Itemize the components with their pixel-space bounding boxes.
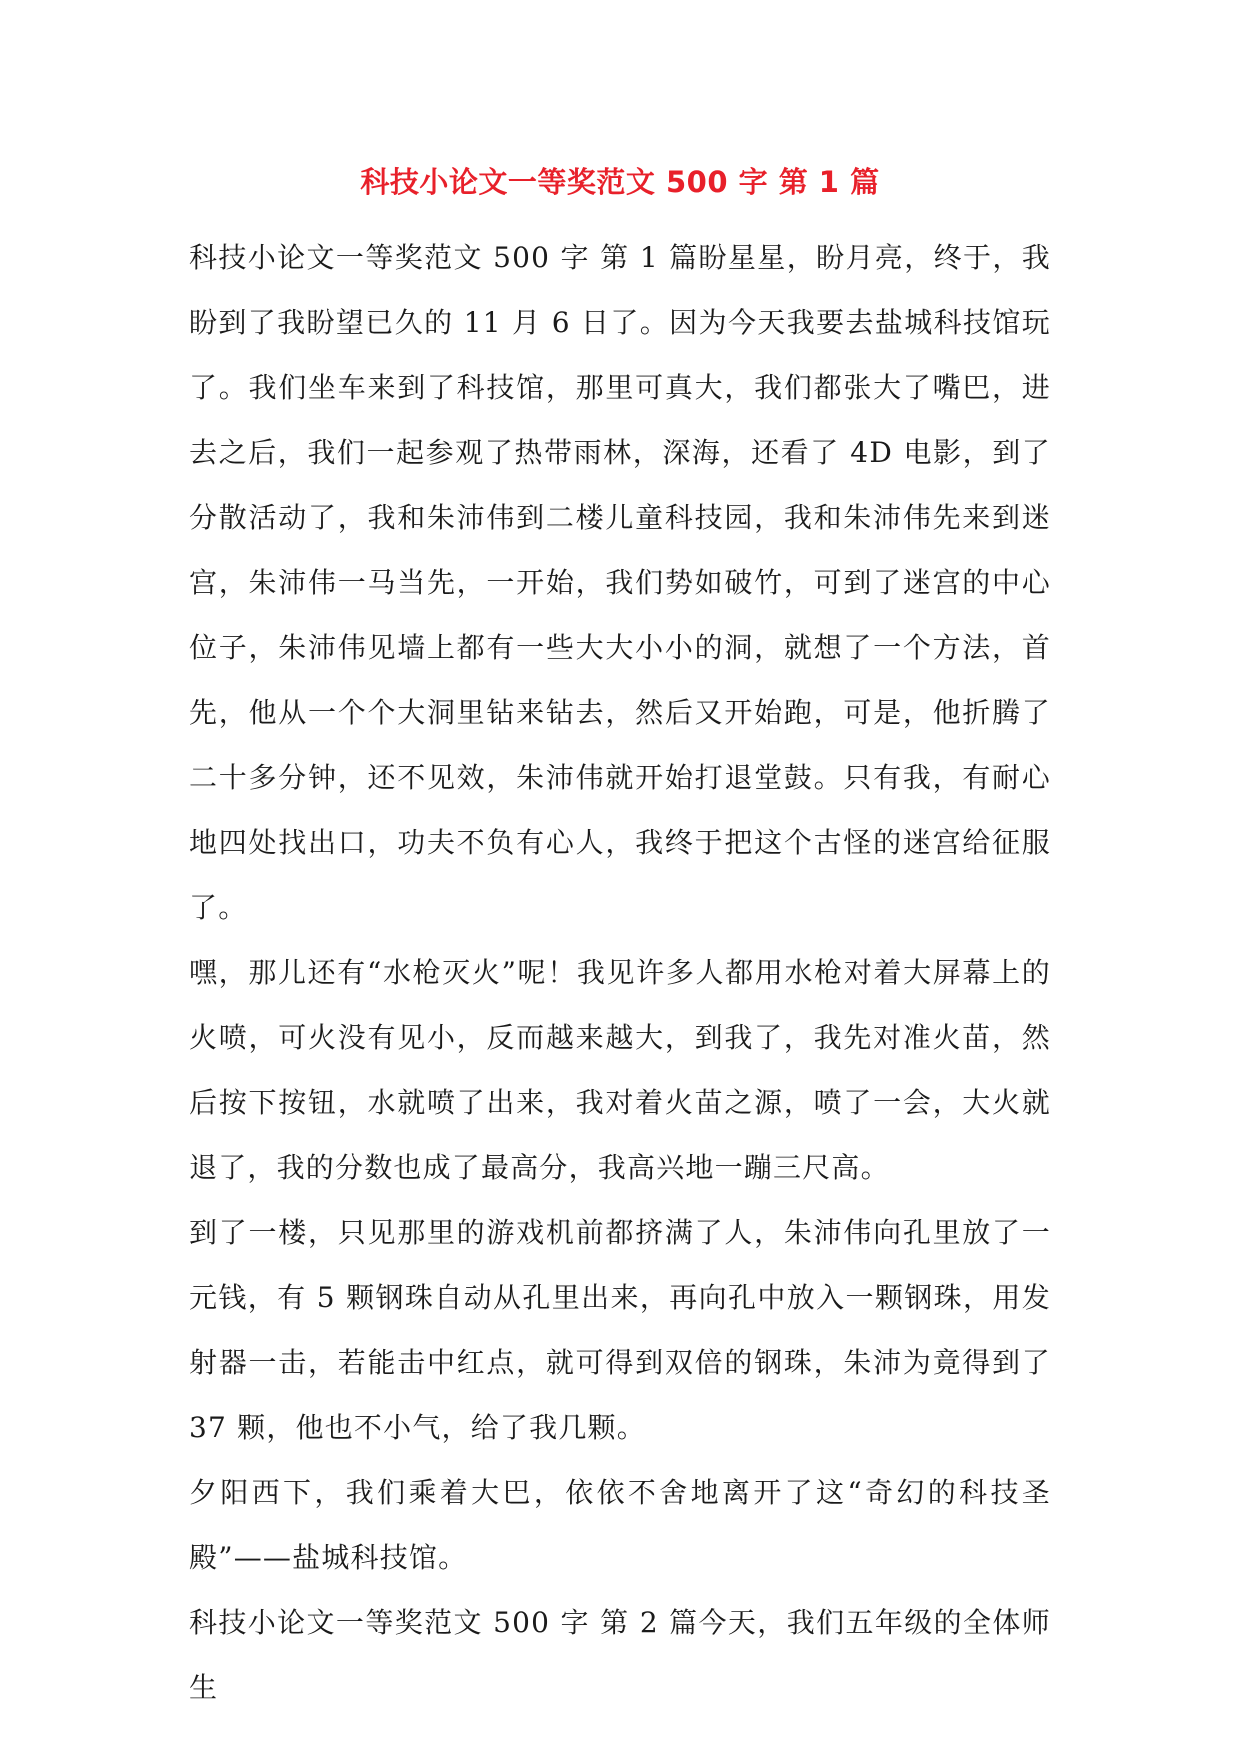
paragraph: 科技小论文一等奖范文 500 字 第 1 篇盼星星，盼月亮，终于，我盼到了我盼望已久的 11 月 6 日了。因为今天我要去盐城科技馆玩了。我们坐车来到了科技馆，那里可真大，我们都张大了嘴巴，进去之后，我们一起参观了热带雨林，深海，还看了 4D 电影，到了分散活动了，我和朱沛伟到二楼儿童科技园，我和朱沛伟先来到迷宫，朱沛伟一马当先，一开始，我们势如破竹，可到了迷宫的中心位子，朱沛伟见墙上都有一些大大小小的洞，就想了一个方法，首先，他从一个个大洞里钻来钻去，然后又开始跑，可是，他折腾了二十多分钟，还不见效，朱沛伟就开始打退堂鼓。只有我，有耐心地四处找出口，功夫不负有心人，我终于把这个古怪的迷宫给征服了。: [189, 241, 1051, 924]
document-body: [189, 225, 1051, 1720]
paragraph: 到了一楼，只见那里的游戏机前都挤满了人，朱沛伟向孔里放了一元钱，有 5 颗钢珠自动从孔里出来，再向孔中放入一颗钢珠，用发射器一击，若能击中红点，就可得到双倍的钢珠，朱沛为竟得到了 37 颗，他也不小气，给了我几颗。: [189, 1216, 1051, 1444]
document-title: 科技小论文一等奖范文 500 字 第 1 篇: [360, 165, 880, 199]
paragraph: 科技小论文一等奖范文 500 字 第 2 篇今天，我们五年级的全体师生: [189, 1606, 1051, 1704]
paragraph: 嘿，那儿还有“水枪灭火”呢！我见许多人都用水枪对着大屏幕上的火喷，可火没有见小，反而越来越大，到我了，我先对准火苗，然后按下按钮，水就喷了出来，我对着火苗之源，喷了一会，大火就退了，我的分数也成了最高分，我高兴地一蹦三尺高。: [189, 956, 1051, 1184]
paragraph: 夕阳西下，我们乘着大巴，依依不舍地离开了这“奇幻的科技圣殿”——盐城科技馆。: [189, 1476, 1051, 1574]
